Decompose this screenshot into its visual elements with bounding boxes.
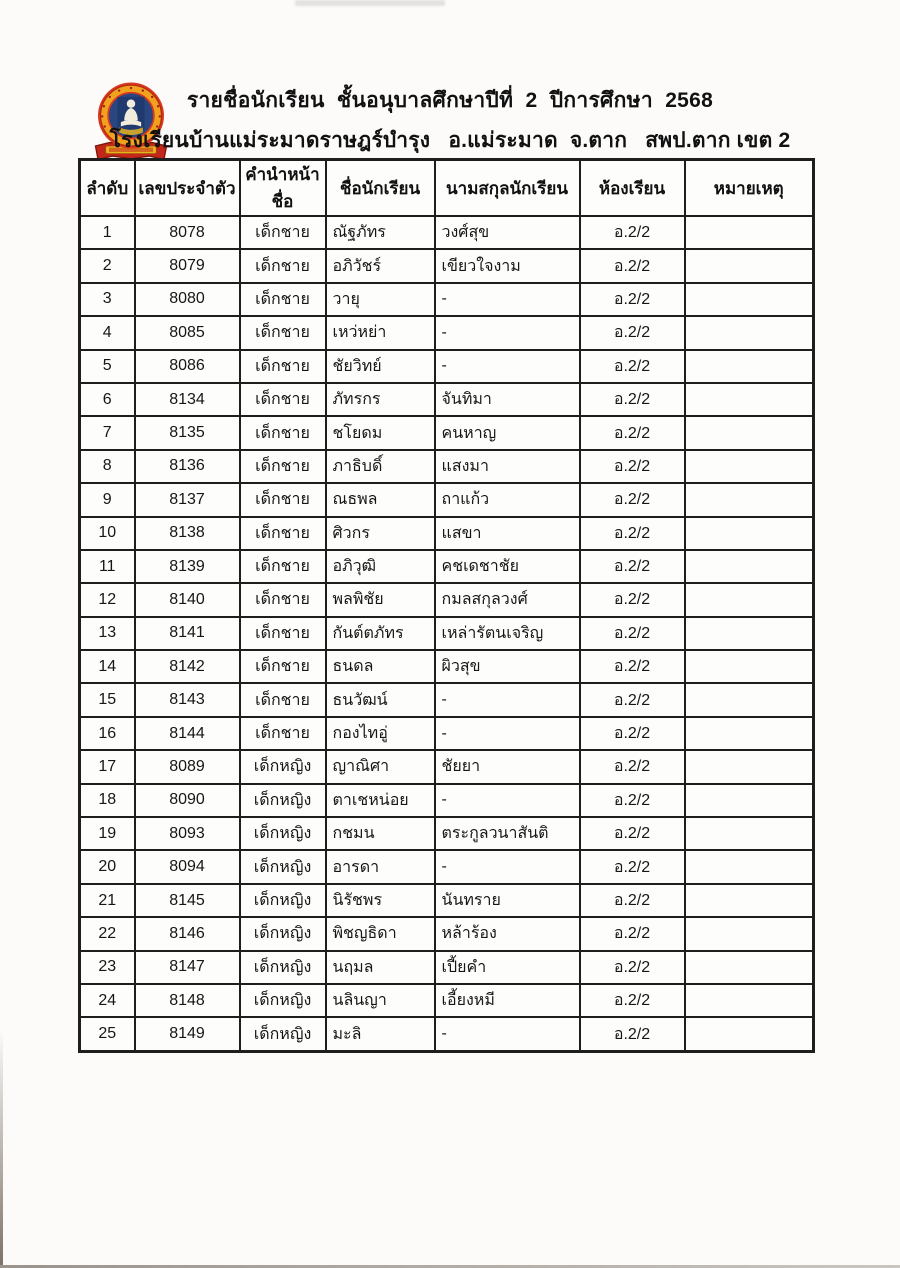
cell-student-id: 8139 (135, 550, 240, 583)
cell-name-title: เด็กชาย (240, 283, 326, 316)
table-row (80, 884, 814, 917)
cell-student-id: 8079 (135, 249, 240, 282)
cell-first-name: อภิวัชร์ (326, 249, 435, 282)
table-row (80, 583, 814, 616)
cell-first-name: ชโยดม (326, 416, 435, 449)
cell-remarks (685, 817, 814, 850)
col-header-name-title: คำนำหน้าชื่อ (240, 160, 326, 217)
cell-student-id: 8144 (135, 717, 240, 750)
col-header-student-id: เลขประจำตัว (135, 160, 240, 217)
cell-no: 13 (80, 617, 135, 650)
cell-remarks (685, 1017, 814, 1051)
cell-first-name: กชมน (326, 817, 435, 850)
cell-student-id: 8145 (135, 884, 240, 917)
cell-name-title: เด็กชาย (240, 450, 326, 483)
cell-last-name: คนหาญ (435, 416, 580, 449)
cell-remarks (685, 350, 814, 383)
cell-first-name: กองไทอู่ (326, 717, 435, 750)
cell-name-title: เด็กชาย (240, 517, 326, 550)
cell-name-title: เด็กหญิง (240, 1017, 326, 1051)
cell-no: 2 (80, 249, 135, 282)
table-row (80, 416, 814, 449)
table-row (80, 683, 814, 716)
table-row (80, 383, 814, 416)
cell-last-name: - (435, 683, 580, 716)
cell-student-id: 8147 (135, 951, 240, 984)
cell-remarks (685, 216, 814, 249)
cell-no: 10 (80, 517, 135, 550)
cell-name-title: เด็กชาย (240, 617, 326, 650)
cell-last-name: คชเดชาชัย (435, 550, 580, 583)
cell-no: 24 (80, 984, 135, 1017)
cell-no: 25 (80, 1017, 135, 1051)
cell-student-id: 8085 (135, 316, 240, 349)
cell-student-id: 8141 (135, 617, 240, 650)
table-row (80, 1017, 814, 1051)
cell-last-name: - (435, 717, 580, 750)
cell-name-title: เด็กหญิง (240, 784, 326, 817)
cell-remarks (685, 383, 814, 416)
cell-first-name: นิรัชพร (326, 884, 435, 917)
cell-no: 18 (80, 784, 135, 817)
cell-no: 4 (80, 316, 135, 349)
cell-last-name: แสขา (435, 517, 580, 550)
cell-remarks (685, 617, 814, 650)
cell-remarks (685, 283, 814, 316)
cell-remarks (685, 683, 814, 716)
cell-name-title: เด็กหญิง (240, 884, 326, 917)
table-row (80, 784, 814, 817)
cell-first-name: ตาเชหน่อย (326, 784, 435, 817)
school-name-line: โรงเรียนบ้านแม่ระมาดราษฎร์บำรุง อ.แม่ระมาด จ.ตาก สพป.ตาก เขต 2 (109, 129, 791, 152)
table-row (80, 283, 814, 316)
cell-no: 22 (80, 917, 135, 950)
col-header-first-name: ชื่อนักเรียน (326, 160, 435, 217)
cell-last-name: - (435, 283, 580, 316)
cell-remarks (685, 517, 814, 550)
cell-first-name: นลินญา (326, 984, 435, 1017)
cell-no: 12 (80, 583, 135, 616)
cell-name-title: เด็กชาย (240, 483, 326, 516)
cell-last-name: แสงมา (435, 450, 580, 483)
cell-first-name: เหว่หย่า (326, 316, 435, 349)
scan-artifact-top (295, 0, 445, 6)
cell-student-id: 8089 (135, 750, 240, 783)
cell-last-name: หล้าร้อง (435, 917, 580, 950)
cell-no: 11 (80, 550, 135, 583)
cell-student-id: 8140 (135, 583, 240, 616)
cell-remarks (685, 416, 814, 449)
cell-last-name: เอี้ยงหมี (435, 984, 580, 1017)
cell-no: 5 (80, 350, 135, 383)
table-row (80, 450, 814, 483)
table-row (80, 617, 814, 650)
cell-remarks (685, 583, 814, 616)
cell-first-name: ณัฐภัทร (326, 216, 435, 249)
cell-no: 14 (80, 650, 135, 683)
cell-classroom: อ.2/2 (580, 350, 685, 383)
table-row (80, 650, 814, 683)
cell-no: 1 (80, 216, 135, 249)
cell-last-name: - (435, 850, 580, 883)
cell-no: 6 (80, 383, 135, 416)
cell-classroom: อ.2/2 (580, 784, 685, 817)
cell-classroom: อ.2/2 (580, 617, 685, 650)
table-row (80, 249, 814, 282)
cell-student-id: 8078 (135, 216, 240, 249)
cell-remarks (685, 750, 814, 783)
cell-first-name: อารดา (326, 850, 435, 883)
cell-first-name: กันต์ตภัทร (326, 617, 435, 650)
cell-classroom: อ.2/2 (580, 216, 685, 249)
table-row (80, 483, 814, 516)
cell-last-name: วงศ์สุข (435, 216, 580, 249)
cell-last-name: เหล่ารัตนเจริญ (435, 617, 580, 650)
cell-remarks (685, 316, 814, 349)
cell-student-id: 8134 (135, 383, 240, 416)
cell-classroom: อ.2/2 (580, 850, 685, 883)
cell-classroom: อ.2/2 (580, 416, 685, 449)
cell-remarks (685, 717, 814, 750)
cell-student-id: 8135 (135, 416, 240, 449)
cell-remarks (685, 984, 814, 1017)
col-header-classroom: ห้องเรียน (580, 160, 685, 217)
cell-classroom: อ.2/2 (580, 483, 685, 516)
cell-remarks (685, 850, 814, 883)
cell-classroom: อ.2/2 (580, 550, 685, 583)
scan-artifact-left-edge (0, 1028, 3, 1268)
cell-classroom: อ.2/2 (580, 316, 685, 349)
cell-first-name: ณธพล (326, 483, 435, 516)
cell-last-name: เขียวใจงาม (435, 249, 580, 282)
table-row (80, 951, 814, 984)
cell-no: 19 (80, 817, 135, 850)
cell-remarks (685, 951, 814, 984)
cell-no: 20 (80, 850, 135, 883)
cell-no: 16 (80, 717, 135, 750)
table-row (80, 917, 814, 950)
cell-name-title: เด็กชาย (240, 383, 326, 416)
col-header-remarks: หมายเหตุ (685, 160, 814, 217)
cell-classroom: อ.2/2 (580, 583, 685, 616)
cell-student-id: 8090 (135, 784, 240, 817)
col-header-no: ลำดับ (80, 160, 135, 217)
cell-last-name: - (435, 1017, 580, 1051)
table-row (80, 984, 814, 1017)
cell-last-name: ตระกูลวนาสันติ (435, 817, 580, 850)
table-row (80, 216, 814, 249)
cell-name-title: เด็กชาย (240, 583, 326, 616)
cell-first-name: ชัยวิทย์ (326, 350, 435, 383)
cell-last-name: จันทิมา (435, 383, 580, 416)
cell-classroom: อ.2/2 (580, 383, 685, 416)
cell-no: 7 (80, 416, 135, 449)
cell-no: 23 (80, 951, 135, 984)
cell-student-id: 8080 (135, 283, 240, 316)
cell-last-name: นันทราย (435, 884, 580, 917)
cell-name-title: เด็กชาย (240, 550, 326, 583)
cell-remarks (685, 483, 814, 516)
cell-student-id: 8142 (135, 650, 240, 683)
cell-name-title: เด็กชาย (240, 717, 326, 750)
cell-classroom: อ.2/2 (580, 917, 685, 950)
cell-first-name: ธนวัฒน์ (326, 683, 435, 716)
cell-name-title: เด็กหญิง (240, 817, 326, 850)
cell-student-id: 8093 (135, 817, 240, 850)
cell-first-name: อภิวุฒิ (326, 550, 435, 583)
col-header-last-name: นามสกุลนักเรียน (435, 160, 580, 217)
cell-name-title: เด็กชาย (240, 650, 326, 683)
cell-remarks (685, 450, 814, 483)
cell-classroom: อ.2/2 (580, 650, 685, 683)
cell-student-id: 8149 (135, 1017, 240, 1051)
cell-student-id: 8143 (135, 683, 240, 716)
cell-classroom: อ.2/2 (580, 984, 685, 1017)
cell-name-title: เด็กหญิง (240, 984, 326, 1017)
cell-name-title: เด็กหญิง (240, 917, 326, 950)
cell-classroom: อ.2/2 (580, 283, 685, 316)
cell-student-id: 8136 (135, 450, 240, 483)
cell-classroom: อ.2/2 (580, 249, 685, 282)
table-row (80, 316, 814, 349)
cell-last-name: ผิวสุข (435, 650, 580, 683)
cell-name-title: เด็กชาย (240, 350, 326, 383)
table-row (80, 550, 814, 583)
cell-name-title: เด็กหญิง (240, 850, 326, 883)
table-row (80, 750, 814, 783)
cell-name-title: เด็กหญิง (240, 750, 326, 783)
cell-first-name: วายุ (326, 283, 435, 316)
cell-student-id: 8086 (135, 350, 240, 383)
table-row (80, 717, 814, 750)
cell-remarks (685, 650, 814, 683)
cell-student-id: 8146 (135, 917, 240, 950)
cell-name-title: เด็กชาย (240, 316, 326, 349)
table-row (80, 350, 814, 383)
cell-no: 3 (80, 283, 135, 316)
cell-last-name: - (435, 350, 580, 383)
cell-first-name: ศิวกร (326, 517, 435, 550)
cell-student-id: 8094 (135, 850, 240, 883)
cell-first-name: ภัทรกร (326, 383, 435, 416)
cell-first-name: นฤมล (326, 951, 435, 984)
cell-classroom: อ.2/2 (580, 817, 685, 850)
table-row (80, 850, 814, 883)
cell-first-name: มะลิ (326, 1017, 435, 1051)
student-roster-table (78, 158, 815, 1053)
cell-name-title: เด็กหญิง (240, 951, 326, 984)
cell-student-id: 8148 (135, 984, 240, 1017)
document-title: รายชื่อนักเรียน ชั้นอนุบาลศึกษาปีที่ 2 ปีการศึกษา 2568 (186, 89, 714, 112)
cell-no: 15 (80, 683, 135, 716)
cell-remarks (685, 784, 814, 817)
cell-remarks (685, 917, 814, 950)
cell-last-name: - (435, 784, 580, 817)
cell-student-id: 8138 (135, 517, 240, 550)
cell-first-name: ธนดล (326, 650, 435, 683)
cell-no: 8 (80, 450, 135, 483)
table-row (80, 517, 814, 550)
cell-first-name: พิชญธิดา (326, 917, 435, 950)
table-header-row (80, 160, 814, 217)
cell-last-name: ถาแก้ว (435, 483, 580, 516)
cell-name-title: เด็กชาย (240, 249, 326, 282)
cell-no: 21 (80, 884, 135, 917)
table-row (80, 817, 814, 850)
cell-remarks (685, 550, 814, 583)
cell-classroom: อ.2/2 (580, 1017, 685, 1051)
cell-no: 9 (80, 483, 135, 516)
cell-classroom: อ.2/2 (580, 517, 685, 550)
cell-no: 17 (80, 750, 135, 783)
cell-last-name: ชัยยา (435, 750, 580, 783)
cell-last-name: - (435, 316, 580, 349)
cell-classroom: อ.2/2 (580, 951, 685, 984)
cell-classroom: อ.2/2 (580, 750, 685, 783)
cell-classroom: อ.2/2 (580, 884, 685, 917)
cell-student-id: 8137 (135, 483, 240, 516)
cell-last-name: เปี้ยคำ (435, 951, 580, 984)
cell-name-title: เด็กชาย (240, 416, 326, 449)
cell-last-name: กมลสกุลวงศ์ (435, 583, 580, 616)
cell-remarks (685, 884, 814, 917)
cell-name-title: เด็กชาย (240, 683, 326, 716)
cell-remarks (685, 249, 814, 282)
cell-classroom: อ.2/2 (580, 717, 685, 750)
cell-first-name: พลพิชัย (326, 583, 435, 616)
cell-first-name: ภาธิบดิ์ (326, 450, 435, 483)
cell-classroom: อ.2/2 (580, 450, 685, 483)
cell-name-title: เด็กชาย (240, 216, 326, 249)
cell-classroom: อ.2/2 (580, 683, 685, 716)
cell-first-name: ญาณิศา (326, 750, 435, 783)
